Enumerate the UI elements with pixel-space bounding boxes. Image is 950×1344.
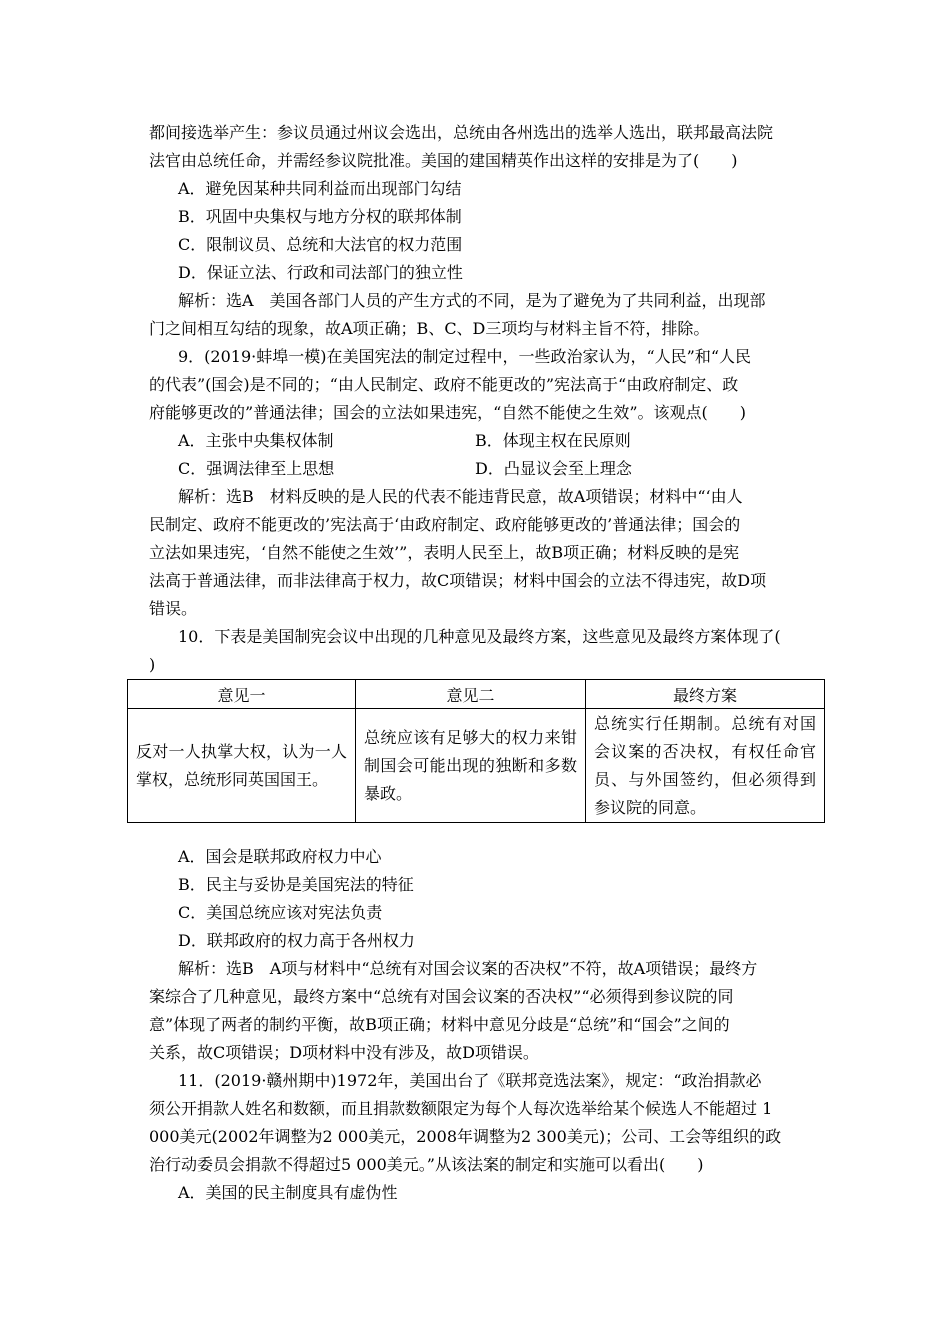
question-line: 10．下表是美国制宪会议中出现的几种意见及最终方案，这些意见及最终方案体现了(: [178, 627, 781, 646]
option-line: C．美国总统应该对宪法负责: [178, 903, 383, 922]
analysis-line: 意”体现了两者的制约平衡，故B项正确；材料中意见分歧是“总统”和“国会”之间的: [149, 1015, 730, 1034]
option-line: A．美国的民主制度具有虚伪性: [178, 1183, 398, 1202]
option-line: A．国会是联邦政府权力中心: [178, 847, 382, 866]
option-line: B．民主与妥协是美国宪法的特征: [178, 875, 414, 894]
cell-text: 反对一人执掌大权，认为一人掌权，总统形同英国国王。: [136, 741, 347, 789]
analysis-line: 案综合了几种意见，最终方案中“总统有对国会议案的否决权”“必须得到参议院的同: [149, 987, 734, 1006]
cell-text: 总统应该有足够大的权力来钳制国会可能出现的独断和多数暴政。: [364, 727, 577, 803]
table-header-cell: 意见二: [356, 680, 586, 709]
option-line: A．避免因某种共同利益而出现部门勾结: [178, 179, 462, 198]
option-line: C．限制议员、总统和大法官的权力范围: [178, 235, 463, 254]
option-line: D．保证立法、行政和司法部门的独立性: [178, 263, 463, 282]
opinions-table: [127, 679, 825, 823]
option-line: B．体现主权在民原则: [475, 431, 631, 450]
question-line: 须公开捐款人姓名和数额，而且捐款数额限定为每个人每次选举给某个候选人不能超过 1: [149, 1099, 773, 1118]
option-line: A．主张中央集权体制: [178, 431, 334, 450]
question-line: 府能够更改的”普通法律；国会的立法如果违宪，“自然不能使之生效”。该观点( ): [149, 403, 747, 422]
table-header-row: [128, 680, 825, 709]
analysis-line: 民制定、政府不能更改的’宪法高于‘由政府制定、政府能够更改的’普通法律；国会的: [149, 515, 741, 534]
option-line: B．巩固中央集权与地方分权的联邦体制: [178, 207, 462, 226]
table-cell: [586, 709, 825, 823]
table-header-cell: 意见一: [128, 680, 356, 709]
table-row: [128, 709, 825, 823]
analysis-line: 立法如果违宪，‘自然不能使之生效’”，表明人民至上，故B项正确；材料反映的是宪: [149, 543, 740, 562]
question-line: 000美元(2002年调整为2 000美元，2008年调整为2 300美元)；公司、工会等组织的政: [149, 1127, 782, 1146]
analysis-line: 关系，故C项错误；D项材料中没有涉及，故D项错误。: [149, 1043, 539, 1062]
question-line: 治行动委员会捐款不得超过5 000美元。”从该法案的制定和实施可以看出( ): [149, 1155, 704, 1174]
analysis-line: 解析：选A 美国各部门人员的产生方式的不同，是为了避免为了共同利益，出现部: [178, 291, 766, 310]
question-line: 的代表”(国会)是不同的；“由人民制定、政府不能更改的”宪法高于“由政府制定、政: [149, 375, 739, 394]
table-header-cell: 最终方案: [586, 680, 825, 709]
analysis-line: 解析：选B 材料反映的是人民的代表不能违背民意，故A项错误；材料中“‘由人: [178, 487, 743, 506]
analysis-line: 门之间相互勾结的现象，故A项正确；B、C、D三项均与材料主旨不符，排除。: [149, 319, 710, 338]
text-line: 法官由总统任命，并需经参议院批准。美国的建国精英作出这样的安排是为了( ): [149, 151, 738, 170]
analysis-line: 错误。: [149, 599, 198, 618]
analysis-line: 解析：选B A项与材料中“总统有对国会议案的否决权”不符，故A项错误；最终方: [178, 959, 758, 978]
option-line: D．凸显议会至上理念: [475, 459, 632, 478]
analysis-line: 法高于普通法律，而非法律高于权力，故C项错误；材料中国会的立法不得违宪，故D项: [149, 571, 767, 590]
option-line: C．强调法律至上思想: [178, 459, 335, 478]
option-line: D．联邦政府的权力高于各州权力: [178, 931, 415, 950]
question-line: ): [149, 655, 156, 674]
question-line: 11．(2019·赣州期中)1972年，美国出台了《联邦竞选法案》，规定：“政治捐款必: [178, 1071, 762, 1090]
table-cell: [128, 709, 356, 823]
text-line: 都间接选举产生：参议员通过州议会选出，总统由各州选出的选举人选出，联邦最高法院: [149, 123, 774, 142]
question-line: 9．(2019·蚌埠一模)在美国宪法的制定过程中，一些政治家认为，“人民”和“人民: [178, 347, 752, 366]
table-cell: [356, 709, 586, 823]
cell-text: 总统实行任期制。总统有对国会议案的否决权，有权任命官员、与外国签约，但必须得到参议院的同意。: [594, 713, 816, 817]
